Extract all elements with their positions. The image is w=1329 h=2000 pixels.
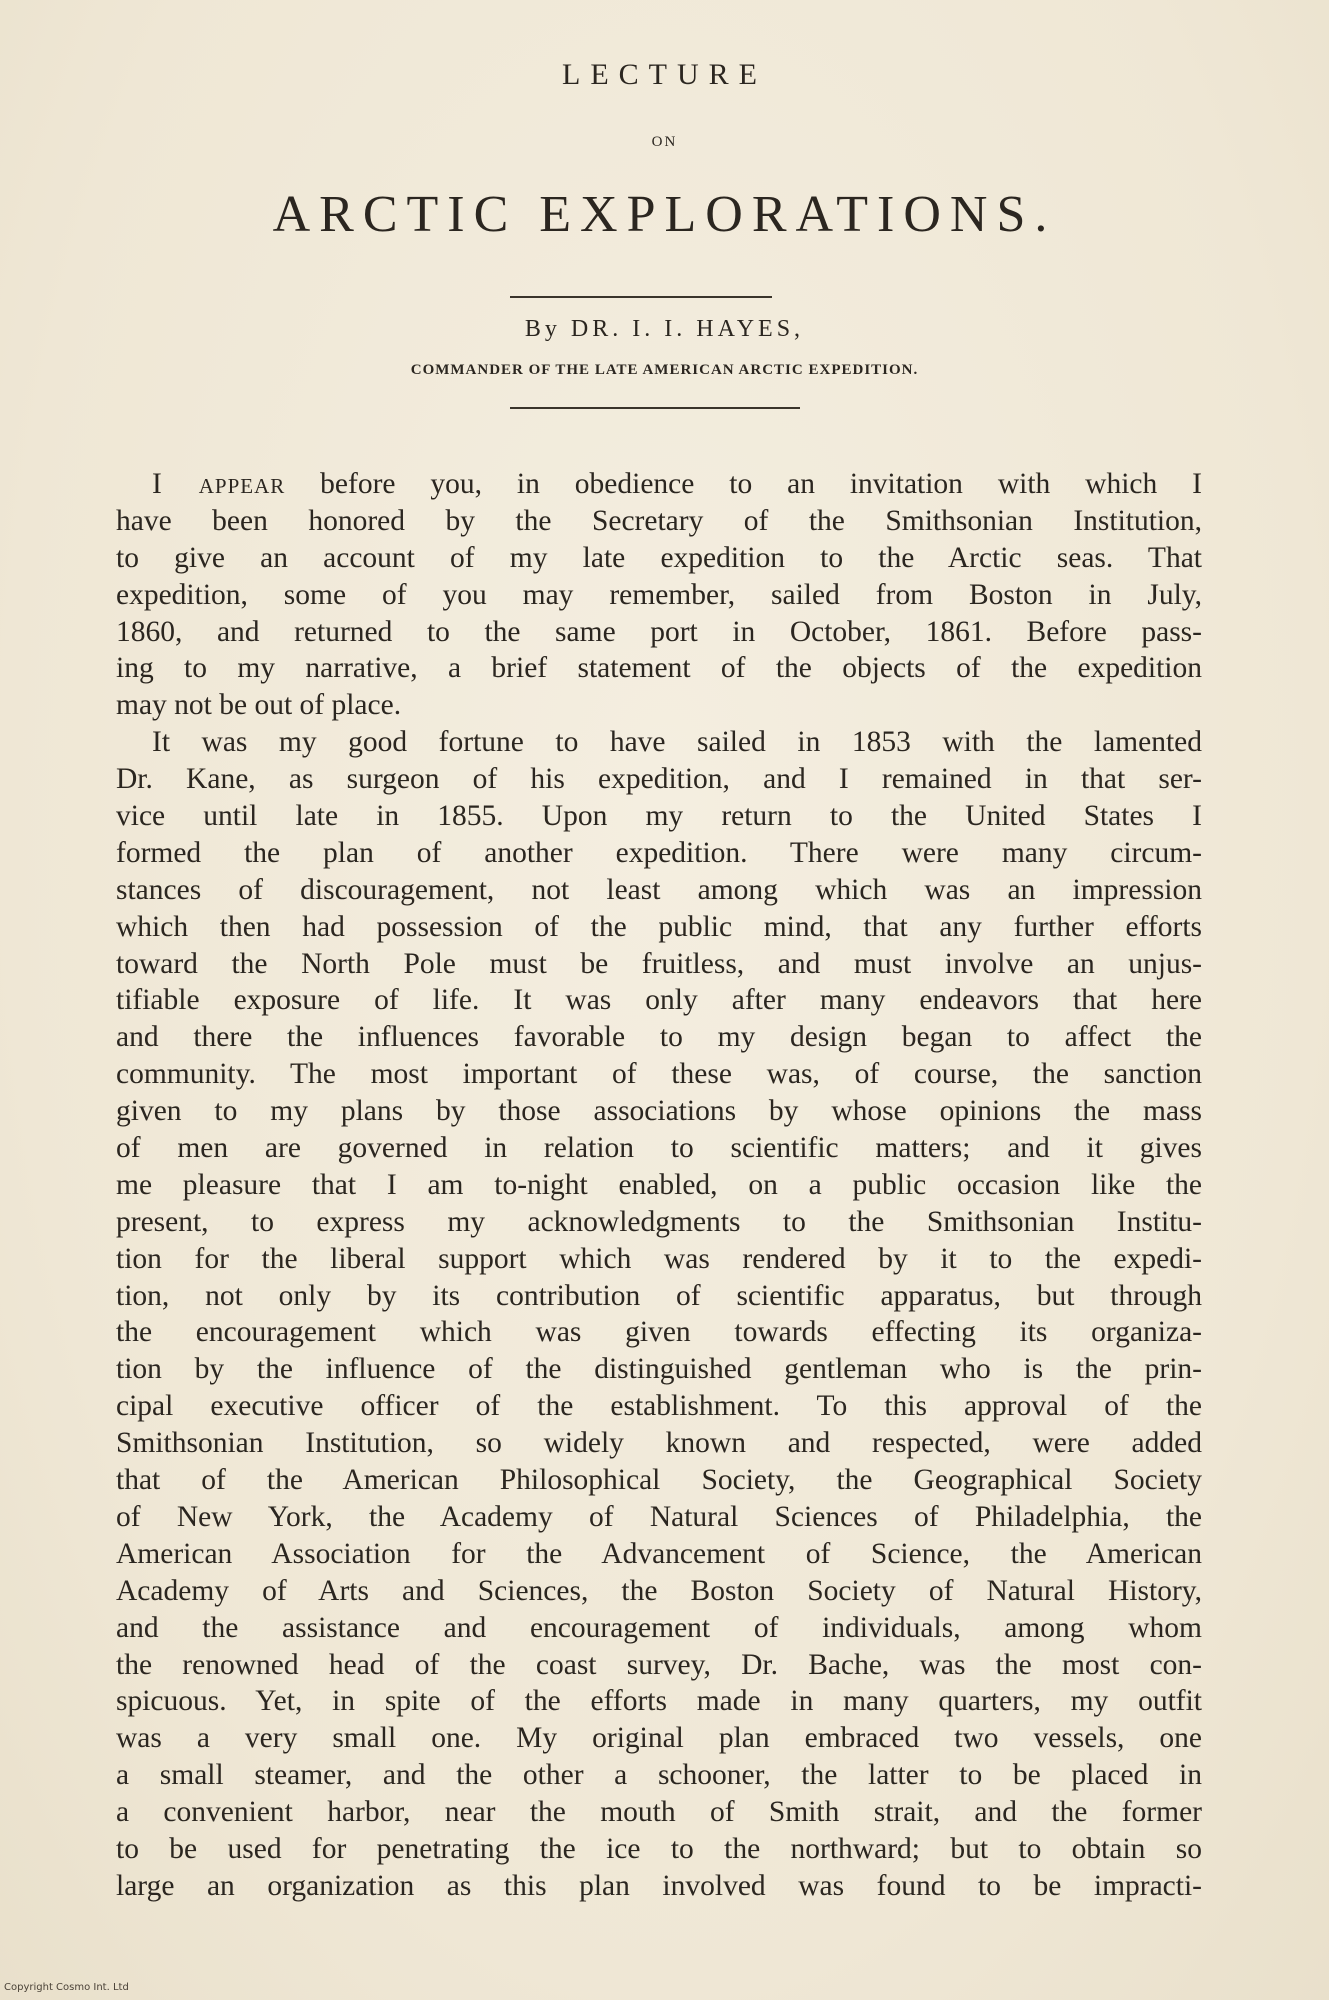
paragraph2-line: toward the North Pole must be fruitless, and must involve an unjus- — [116, 947, 1202, 980]
paragraph2-line: Smithsonian Institution, so widely known and respected, were added — [116, 1427, 1202, 1460]
paragraph2-line: tifiable exposure of life. It was only after many endeavors that here — [116, 984, 1202, 1017]
paragraph2-line: spicuous. Yet, in spite of the efforts made in many quarters, my outfit — [116, 1685, 1202, 1718]
paragraph2-line: was a very small one. My original plan embraced two vessels, one — [116, 1722, 1202, 1755]
copyright-notice: Copyright Cosmo Int. Ltd — [4, 1982, 129, 1993]
paragraph2-line: tion by the influence of the distinguished gentleman who is the prin- — [116, 1353, 1202, 1386]
paragraph2-line: tion, not only by its contribution of scientific apparatus, but through — [116, 1279, 1202, 1312]
paragraph2-line: given to my plans by those associations by whose opinions the mass — [116, 1095, 1202, 1128]
paragraph1-line: may not be out of place. — [116, 689, 402, 722]
paragraph2-line: and there the influences favorable to my design began to affect the — [116, 1021, 1202, 1054]
paragraph2-line: me pleasure that I am to-night enabled, on a public occasion like the — [116, 1168, 1202, 1201]
paragraph1-line: expedition, some of you may remember, sailed from Boston in July, — [116, 578, 1202, 611]
paragraph2-line: large an organization as this plan involved was found to be impracti- — [116, 1869, 1202, 1902]
body-text — [116, 466, 1202, 1905]
paragraph2-line: American Association for the Advancement of Science, the American — [116, 1537, 1202, 1570]
paragraph1-line: ing to my narrative, a brief statement of the objects of the expedition — [116, 652, 1202, 685]
paragraph2-line: stances of discouragement, not least among which was an impression — [116, 873, 1202, 906]
paragraph2-line: cipal executive officer of the establishment. To this approval of the — [116, 1390, 1202, 1423]
author-byline: By DR. I. I. HAYES, — [524, 316, 805, 342]
author-title: COMMANDER OF THE LATE AMERICAN ARCTIC EXPEDITION. — [410, 362, 919, 378]
paragraph2-line: tion for the liberal support which was rendered by it to the expedi- — [116, 1242, 1202, 1275]
paragraph2-line: to be used for penetrating the ice to the northward; but to obtain so — [116, 1832, 1202, 1865]
paragraph1-first-rest: before you, in obedience to an invitation with which I — [285, 468, 1203, 500]
paragraph2-line: Dr. Kane, as surgeon of his expedition, and I remained in that ser- — [116, 763, 1202, 796]
page-title: ARCTIC EXPLORATIONS. — [272, 186, 1057, 243]
paragraph2-line: vice until late in 1855. Upon my return to the United States I — [116, 800, 1202, 833]
paragraph2-line: of men are governed in relation to scientific matters; and it gives — [116, 1132, 1202, 1165]
paragraph2-line: that of the American Philosophical Society, the Geographical Society — [116, 1464, 1202, 1497]
paragraph2-line: the encouragement which was given towards effecting its organiza- — [116, 1316, 1202, 1349]
paragraph2-line: a small steamer, and the other a schooner, the latter to be placed in — [116, 1759, 1202, 1792]
paragraph2-line: the renowned head of the coast survey, Dr. Bache, was the most con- — [116, 1648, 1202, 1681]
divider-top — [510, 296, 772, 298]
paragraph2-line: It was my good fortune to have sailed in 1853 with the lamented — [152, 726, 1202, 759]
opening-words: I appear — [152, 468, 286, 500]
paragraph2-line: present, to express my acknowledgments to the Smithsonian Institu- — [116, 1205, 1202, 1238]
divider-bottom — [510, 407, 800, 409]
paragraph2-line: a convenient harbor, near the mouth of Smith strait, and the former — [116, 1796, 1202, 1829]
paragraph2-line: community. The most important of these was, of course, the sanction — [116, 1058, 1202, 1091]
paragraph1-line-1 — [116, 466, 1202, 503]
paragraph2-line: of New York, the Academy of Natural Sciences of Philadelphia, the — [116, 1500, 1202, 1533]
paragraph2-line: and the assistance and encouragement of individuals, among whom — [116, 1611, 1202, 1644]
heading-on: ON — [651, 134, 678, 150]
paragraph2-line: which then had possession of the public mind, that any further efforts — [116, 910, 1202, 943]
paragraph2-line: formed the plan of another expedition. There were many circum- — [116, 836, 1202, 869]
paragraph1-line: have been honored by the Secretary of the Smithsonian Institution, — [116, 504, 1202, 537]
paragraph1-line: to give an account of my late expedition to the Arctic seas. That — [116, 541, 1202, 574]
heading-lecture: LECTURE — [562, 58, 767, 91]
paragraph1-line: 1860, and returned to the same port in October, 1861. Before pass- — [116, 615, 1202, 648]
paragraph2-line: Academy of Arts and Sciences, the Boston Society of Natural History, — [116, 1574, 1202, 1607]
